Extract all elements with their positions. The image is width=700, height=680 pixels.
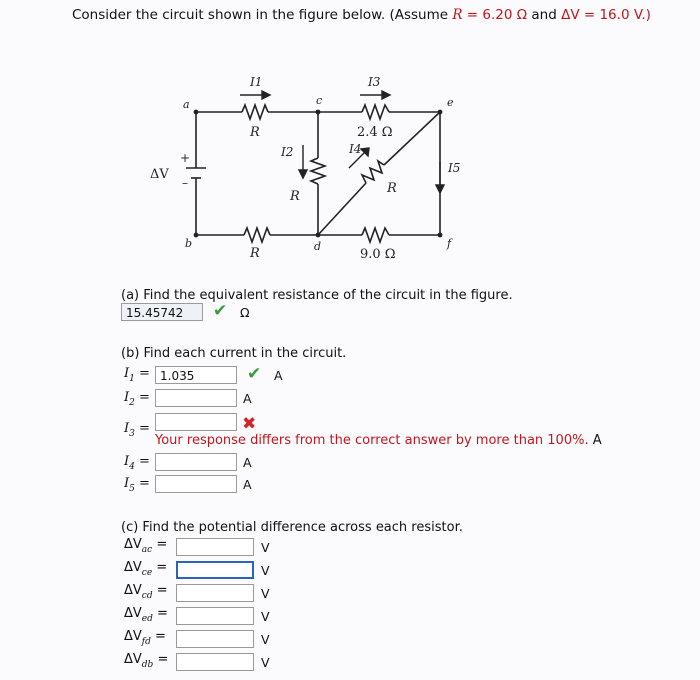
dv-fd-label: $\Delta V_{fd}$ = [124, 629, 166, 647]
dv-ac-sub: ac [141, 545, 153, 555]
i1-unit: A [274, 368, 283, 383]
equals-2: = [579, 7, 600, 23]
part-c-question: (c) Find the potential difference across each resistor. [121, 520, 463, 535]
dv-ac-unit: V [261, 540, 270, 555]
dv-fd-unit: V [261, 632, 270, 647]
i3-feedback-text: Your response differs from the correct answer by more than 100%. [155, 433, 589, 448]
i1-sym: I [124, 366, 130, 381]
label-delta-v: ΔV [150, 167, 169, 182]
i3-sym: I [124, 421, 130, 436]
dv-ac-sym: ΔV [124, 537, 142, 552]
i3-input[interactable] [155, 413, 237, 431]
check-icon: ✔ [247, 364, 262, 384]
i5-sub: 5 [129, 484, 135, 494]
dv-ac-input[interactable] [176, 538, 254, 556]
battery-plus: + [180, 151, 191, 165]
label-i3: I3 [368, 75, 381, 89]
cross-icon: ✖ [242, 414, 257, 434]
dv-cd-sym: ΔV [124, 583, 142, 598]
i4-sub: 4 [129, 462, 135, 472]
i1-sub: 1 [129, 374, 135, 384]
i4-sym: I [124, 454, 130, 469]
r-value: 6.20 [482, 7, 513, 23]
dv-db-sym: ΔV [124, 652, 142, 667]
node-a: a [183, 98, 190, 111]
dv-cd-sub: cd [141, 591, 153, 601]
dv-fd-sub: fd [141, 637, 151, 647]
dv-ed-unit: V [261, 609, 270, 624]
i1-label: $I_1$ = [124, 366, 150, 384]
node-e: e [447, 96, 454, 109]
dv-ac-label: $\Delta V_{ac}$ = [124, 537, 168, 555]
dv-cd-label: $\Delta V_{cd}$ = [124, 583, 168, 601]
r-symbol: R [452, 7, 463, 23]
dv-db-unit: V [261, 655, 270, 670]
node-f: f [447, 237, 452, 250]
dv-ce-unit: V [261, 563, 270, 578]
part-a-unit: Ω [240, 305, 250, 320]
equals: = [462, 7, 483, 23]
label-r-diag: R [387, 181, 397, 196]
i3-label: $I_3$ = [124, 421, 150, 439]
dv-ed-sym: ΔV [124, 606, 142, 621]
label-r-mid: R [290, 189, 300, 204]
label-i4: I4 [349, 142, 362, 156]
ohm-unit: Ω [512, 7, 528, 23]
i2-input[interactable] [155, 389, 237, 407]
label-2-4-ohm: 2.4 Ω [357, 125, 393, 140]
circuit-diagram [0, 0, 700, 280]
i4-input[interactable] [155, 453, 237, 471]
i5-input[interactable] [155, 475, 237, 493]
part-a-question: (a) Find the equivalent resistance of the circuit in the figure. [121, 288, 513, 303]
volt-unit: V.) [629, 7, 651, 23]
equivalent-resistance-input[interactable]: 15.45742 [121, 303, 203, 321]
dv-ce-sym: ΔV [124, 560, 142, 575]
dv-db-label: $\Delta V_{db}$ = [124, 652, 169, 670]
i2-label: $I_2$ = [124, 390, 150, 408]
i1-input[interactable]: 1.035 [155, 366, 237, 384]
dv-value: 16.0 [599, 7, 630, 23]
battery-minus: – [182, 176, 188, 190]
dv-ce-label: $\Delta V_{ce}$ = [124, 560, 168, 578]
and-text: and [527, 7, 562, 23]
label-i2: I2 [281, 145, 294, 159]
dv-cd-input[interactable] [176, 584, 254, 602]
dv-ce-input[interactable] [176, 561, 254, 579]
dv-fd-input[interactable] [176, 630, 254, 648]
dv-symbol: ΔV [561, 7, 580, 23]
dv-db-sub: db [141, 660, 154, 670]
label-i1: I1 [250, 75, 263, 89]
label-9-0-ohm: 9.0 Ω [360, 247, 396, 262]
i4-label: $I_4$ = [124, 454, 150, 472]
i4-unit: A [243, 455, 252, 470]
i3-feedback [155, 433, 602, 448]
i5-label: $I_5$ = [124, 476, 150, 494]
i3-unit: A [592, 433, 602, 448]
label-r-top: R [250, 125, 260, 140]
dv-ed-label: $\Delta V_{ed}$ = [124, 606, 168, 624]
dv-db-input[interactable] [176, 653, 254, 671]
i2-sub: 2 [129, 398, 135, 408]
node-d: d [314, 240, 322, 253]
check-icon: ✔ [213, 301, 228, 321]
label-i5: I5 [448, 161, 461, 175]
i2-unit: A [243, 391, 252, 406]
problem-prefix: Consider the circuit shown in the figure below. (Assume [72, 7, 453, 23]
i5-sym: I [124, 476, 130, 491]
node-c: c [316, 94, 323, 107]
node-b: b [185, 237, 193, 250]
dv-cd-unit: V [261, 586, 270, 601]
dv-ed-sub: ed [141, 614, 153, 624]
dv-fd-sym: ΔV [124, 629, 142, 644]
part-b-question: (b) Find each current in the circuit. [121, 346, 347, 361]
i3-sub: 3 [129, 429, 135, 439]
dv-ce-sub: ce [141, 568, 153, 578]
label-r-bottom: R [250, 246, 260, 261]
i2-sym: I [124, 390, 130, 405]
i5-unit: A [243, 477, 252, 492]
dv-ed-input[interactable] [176, 607, 254, 625]
